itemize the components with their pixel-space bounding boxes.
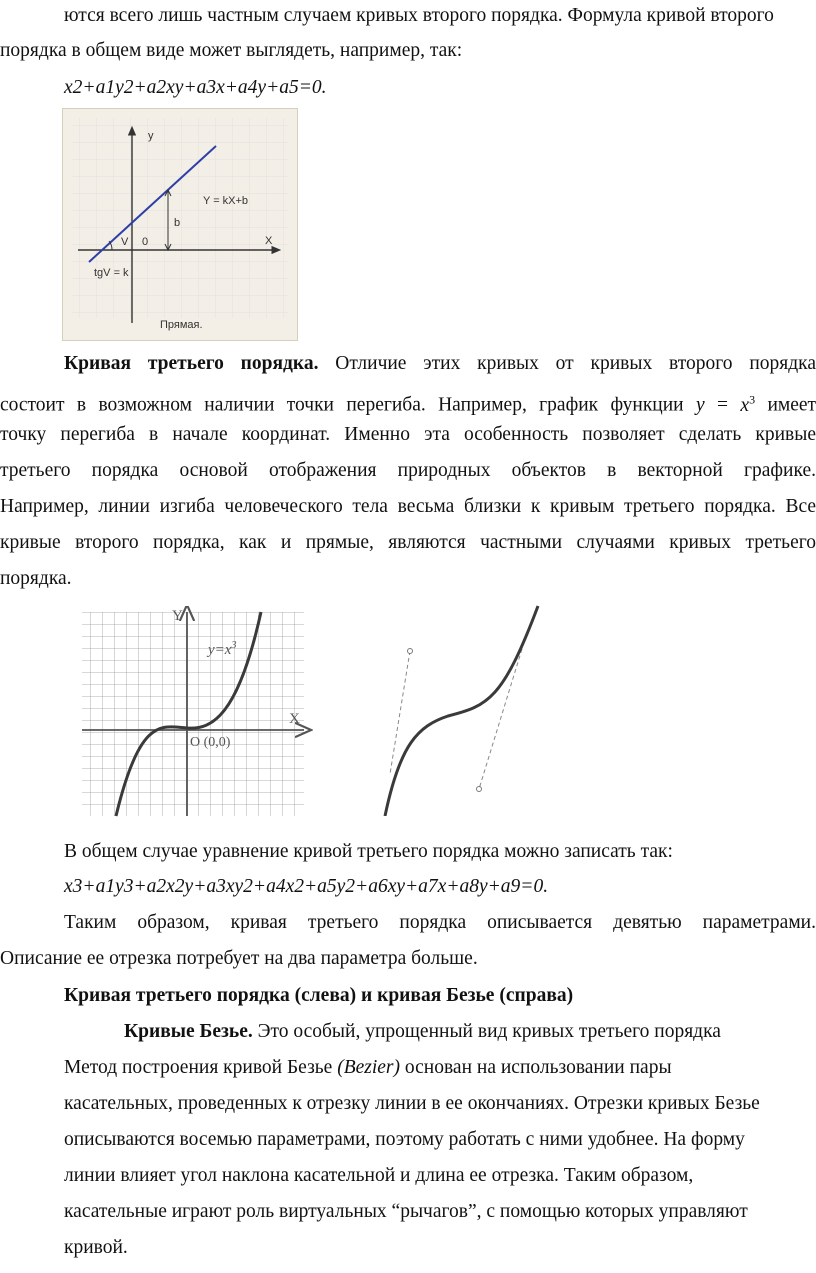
figures-caption: Кривая третьего порядка (слева) и кривая Безье (справа) — [64, 985, 574, 1006]
paragraph-3-line-1: В общем случае уравнение кривой третьего порядка можно записать так: — [64, 841, 673, 862]
cubic-curve-label-base: y=x — [208, 642, 232, 658]
formula-y: y — [696, 394, 705, 416]
bezier-latin: (Bezier) — [337, 1057, 401, 1078]
formula-third-order: x3+a1y3+a2x2y+a3xy2+a4x2+a5y2+a6xy+a7x+a8y+a9=0. — [64, 876, 549, 897]
paragraph-4-line-2-start: Метод построения кривой Безье — [64, 1057, 333, 1078]
cubic-curve-label-exp: 3 — [231, 640, 237, 651]
paragraph-4-line-3: касательных, проведенных к отрезку линии в ее окончаниях. Отрезки кривых Безье — [64, 1093, 760, 1114]
paragraph-2-line-1 — [64, 352, 816, 376]
paragraph-2-line-6: кривые второго порядка, как и прямые, являются частными случаями кривых третьего — [0, 532, 816, 553]
paragraph-4-line-1-text: Это особый, упрощенный вид кривых третьего порядка — [257, 1021, 721, 1042]
paragraph-2-line-2-end: имеет — [767, 394, 816, 416]
paragraph-2-line-1-text: Отличие этих кривых от кривых второго порядка — [335, 353, 816, 374]
cubic-x-axis-label: X — [289, 711, 300, 727]
paragraph-4-line-5: линии влияет угол наклона касательной и длина ее отрезка. Таким образом, — [64, 1165, 694, 1186]
paragraph-2-line-2-start: состоит в возможном наличии точки перегиба. Например, график функции — [0, 394, 684, 416]
paragraph-3-line-2: Таким образом, кривая третьего порядка описывается девятью параметрами. — [64, 912, 816, 933]
paragraph-4-line-7: кривой. — [64, 1237, 128, 1258]
formula-exp: 3 — [749, 392, 756, 406]
formula-x: x — [740, 394, 750, 416]
x-axis-label: X — [265, 235, 273, 247]
paragraph-4-line-4: описываются восемью параметрами, поэтому работать с ними удобнее. На форму — [64, 1129, 745, 1150]
tangent-label: tgV = k — [94, 267, 129, 279]
paragraph-4-line-2 — [64, 1056, 672, 1080]
origin-label: 0 — [142, 236, 149, 248]
paragraph-1-line-2: порядка в общем виде может выглядеть, например, так: — [0, 40, 463, 61]
equation-label: Y = kX+b — [203, 195, 249, 207]
paragraph-4-line-6: касательные играют роль виртуальных “рычагов”, с помощью которых управляют — [64, 1201, 748, 1222]
heading-bezier: Кривые Безье. — [124, 1021, 253, 1042]
paragraph-4-line-1 — [124, 1020, 721, 1044]
paragraph-2-line-5: Например, линии изгиба человеческого тела весьма близки к кривым третьего порядка. Все — [0, 496, 816, 517]
cubic-origin-label: O (0,0) — [190, 735, 231, 750]
paragraph-1-line-1: ются всего лишь частным случаем кривых второго порядка. Формула кривой второго — [64, 5, 774, 26]
formula-second-order: x2+a1y2+a2xy+a3x+a4y+a5=0. — [64, 77, 327, 98]
figure-caption: Прямая. — [160, 319, 203, 331]
formula-eq: = — [717, 394, 729, 416]
y-axis-label: y — [148, 130, 154, 142]
paragraph-2-line-7: порядка. — [0, 568, 72, 589]
control-point-2 — [477, 787, 482, 792]
angle-label: V — [121, 236, 129, 248]
paragraph-2-line-3: точку перегиба в начале координат. Именно эта особенность позволяет сделать кривые — [0, 424, 816, 445]
paragraph-4-line-2-end: основан на использовании пары — [404, 1057, 672, 1078]
cubic-y-axis-label: Y — [172, 608, 183, 624]
b-label: b — [174, 217, 181, 229]
cubic-curve-figure — [78, 606, 314, 818]
control-point-1 — [408, 649, 413, 654]
paragraph-2-line-2 — [0, 387, 816, 418]
line-graph-figure — [62, 108, 298, 341]
bezier-curve-figure — [378, 604, 548, 816]
paragraph-2-line-4: третьего порядка основой отображения природных объектов в векторной графике. — [0, 460, 816, 481]
heading-third-order: Кривая третьего порядка. — [64, 353, 319, 374]
paragraph-3-line-3: Описание ее отрезка потребует на два параметра больше. — [0, 948, 478, 969]
